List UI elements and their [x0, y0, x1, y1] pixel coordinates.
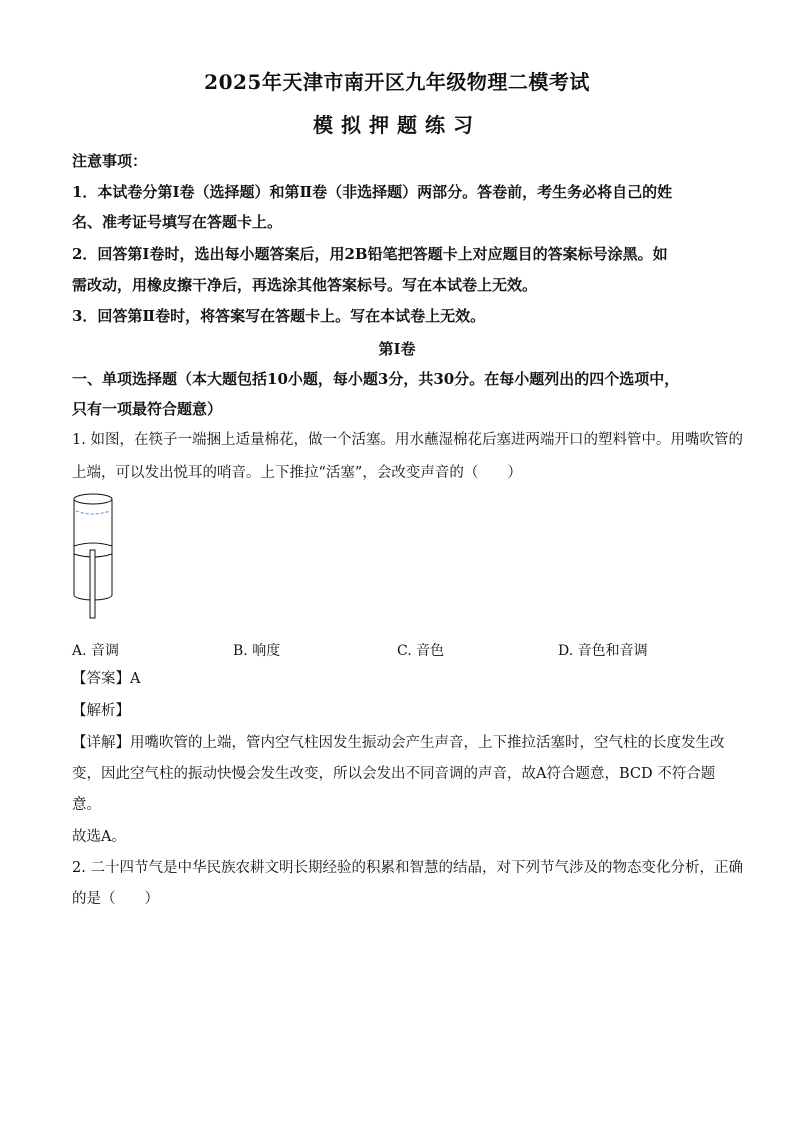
q1-conclusion: 故选A。 [72, 829, 126, 845]
q1-analysis-label: 【解析】 [72, 703, 130, 719]
volume-heading: 第Ⅰ卷 [378, 340, 416, 358]
page-title: 2025年天津市南开区九年级物理二模考试 [204, 70, 590, 94]
page-subtitle: 模拟押题练习 [313, 113, 481, 137]
q1-detail-cont: 变，因此空气柱的振动快慢会发生改变，所以会发出不同音调的声音，故A符合题意，BCD 不符合题 [72, 766, 716, 782]
notice-item-2-cont: 需改动，用橡皮擦干净后，再选涂其他答案标号。写在本试卷上无效。 [72, 276, 538, 294]
section-heading: 一、单项选择题（本大题包括10小题，每小题3分，共30分。在每小题列出的四个选项中， [72, 370, 680, 388]
section-heading-cont: 只有一项最符合题意） [72, 400, 223, 418]
q2-stem: 2. 二十四节气是中华民族农耕文明长期经验的积累和智慧的结晶，对下列节气涉及的物态变化分析，正确 [72, 860, 743, 876]
notice-item-2: 2．回答第Ⅰ卷时，选出每小题答案后，用2B铅笔把答题卡上对应题目的答案标号涂黑。如 [72, 245, 668, 263]
q2-stem-cont: 的是（ ） [72, 891, 159, 907]
q1-option-c: C. 音色 [397, 643, 445, 659]
notice-item-1: 1．本试卷分第Ⅰ卷（选择题）和第Ⅱ卷（非选择题）两部分。答卷前，考生务必将自己的姓 [72, 183, 673, 201]
notice-item-1-cont: 名、准考证号填写在答题卡上。 [72, 213, 283, 231]
q1-stem: 1. 如图，在筷子一端捆上适量棉花，做一个活塞。用水蘸湿棉花后塞进两端开口的塑料管中。用嘴吹管的 [72, 432, 743, 448]
q1-option-b: B. 响度 [233, 643, 281, 659]
q1-stem-cont: 上端，可以发出悦耳的哨音。上下推拉“活塞”，会改变声音的（ ） [72, 465, 522, 481]
q1-detail-end: 意。 [72, 797, 101, 813]
notice-item-3: 3．回答第Ⅱ卷时，将答案写在答题卡上。写在本试卷上无效。 [72, 307, 486, 325]
chopstick-icon [90, 550, 95, 618]
notice-heading: 注意事项： [72, 152, 148, 170]
q1-option-d: D. 音色和音调 [558, 643, 648, 659]
q1-detail: 【详解】用嘴吹管的上端，管内空气柱因发生振动会产生声音，上下推拉活塞时，空气柱的长度发生改 [72, 735, 725, 751]
q1-option-a: A. 音调 [72, 643, 120, 659]
q1-answer: 【答案】A [72, 671, 141, 687]
tube-piston-figure [68, 490, 118, 620]
